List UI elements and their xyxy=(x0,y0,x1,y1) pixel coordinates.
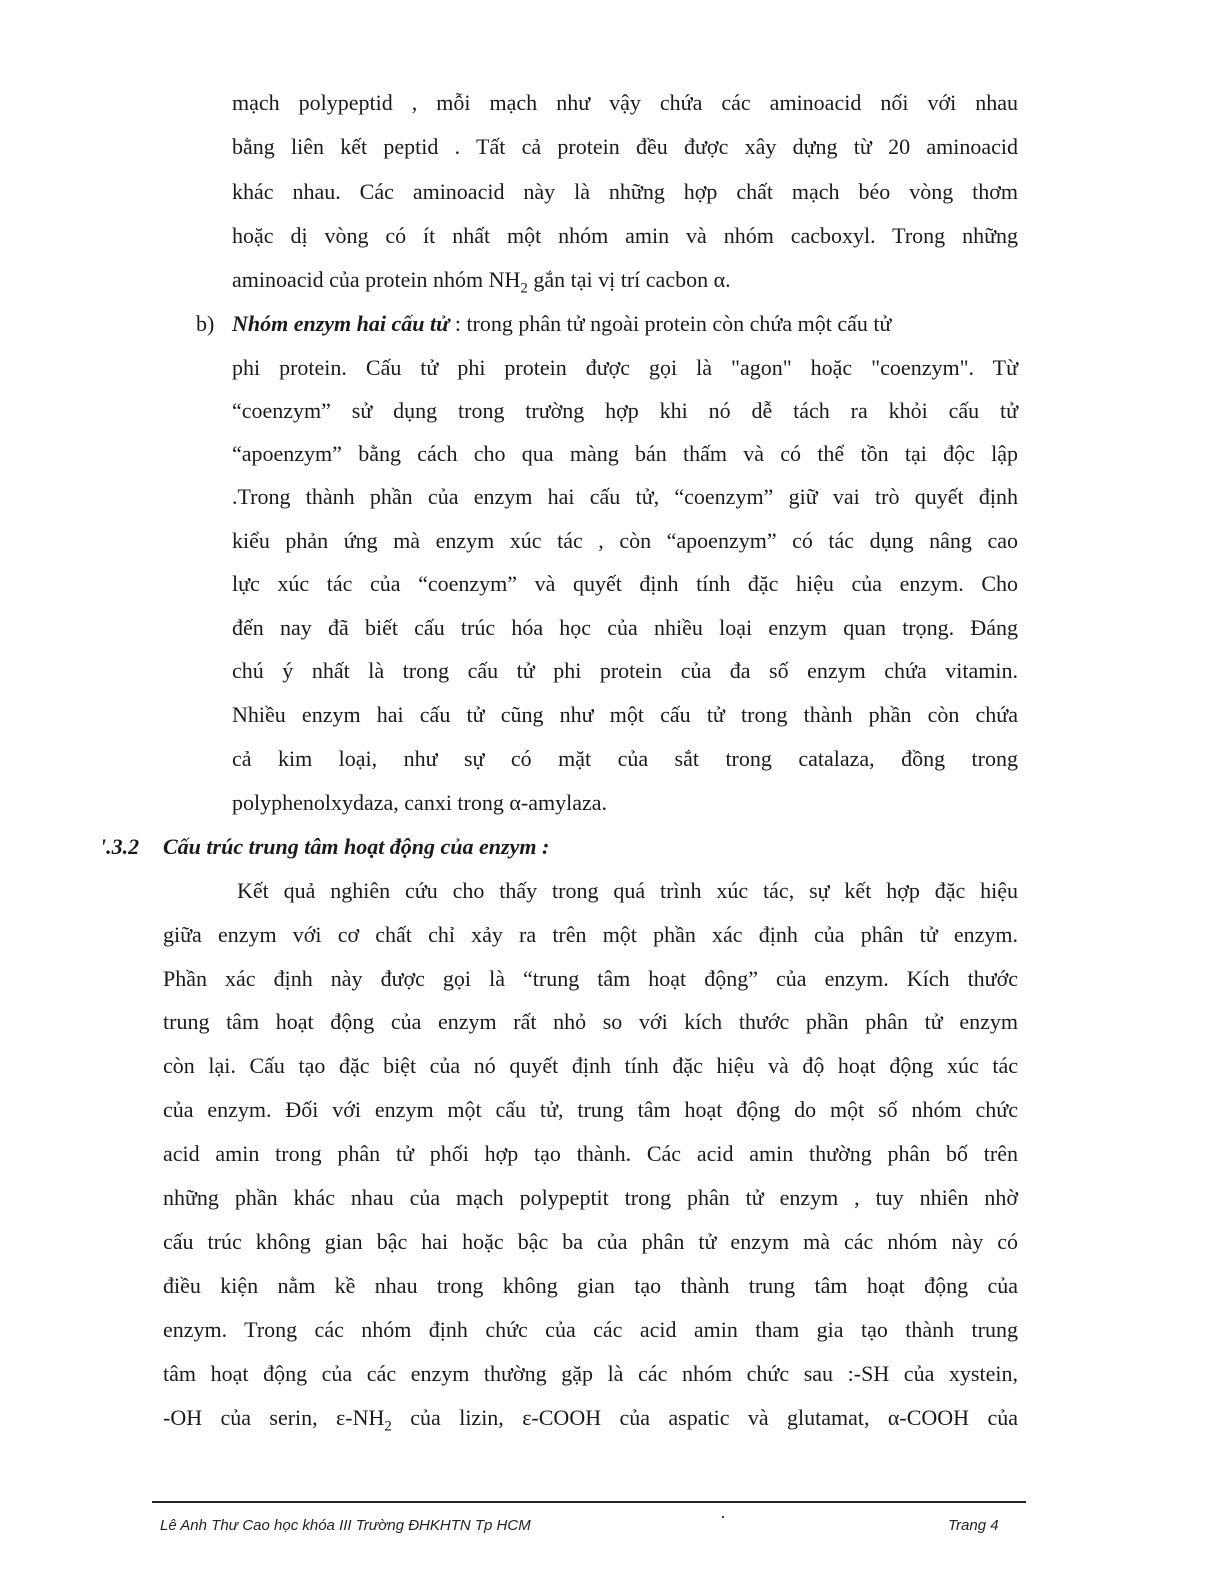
section-title: Cấu trúc trung tâm hoạt động của enzym : xyxy=(163,834,550,859)
para-c-last-before: -OH của serin, ε-NH xyxy=(163,1405,385,1430)
para-c-line: giữa enzym với cơ chất chỉ xảy ra trên một phần xác định của phân tử enzym. xyxy=(163,922,1018,947)
para-a-last-after: gắn tại vị trí cacbon α. xyxy=(527,267,731,292)
para-c-last-line xyxy=(163,1403,1018,1441)
para-c-line: của enzym. Đối với enzym một cấu tử, trung tâm hoạt động do một số nhóm chức xyxy=(163,1097,1018,1122)
para-b-line: lực xúc tác của “coenzym” và quyết định tính đặc hiệu của enzym. Cho xyxy=(232,571,1018,596)
scan-speck xyxy=(722,1516,724,1518)
para-b-line: cả kim loại, như sự có mặt của sắt trong catalaza, đồng trong xyxy=(232,746,1018,771)
para-c-line: những phần khác nhau của mạch polypeptit trong phân tử enzym , tuy nhiên nhờ xyxy=(163,1185,1018,1210)
para-b-line: đến nay đã biết cấu trúc hóa học của nhiều loại enzym quan trọng. Đáng xyxy=(232,615,1018,640)
para-b-line: “coenzym” sử dụng trong trường hợp khi nó dễ tách ra khỏi cấu tử xyxy=(232,398,1018,423)
footer-page-number: Trang 4 xyxy=(948,1517,999,1534)
para-b-first-line xyxy=(232,309,891,339)
footer-author: Lê Anh Thư Cao học khóa III Trường ĐHKHTN Tp HCM xyxy=(160,1517,531,1534)
para-b-label: b) xyxy=(196,311,215,336)
para-b-line: Nhiều enzym hai cấu tử cũng như một cấu tử trong thành phần còn chứa xyxy=(232,702,1018,727)
para-b-line: kiểu phản ứng mà enzym xúc tác , còn “apoenzym” có tác dụng nâng cao xyxy=(232,528,1018,553)
para-c-line: trung tâm hoạt động của enzym rất nhỏ so với kích thước phần phân tử enzym xyxy=(163,1009,1018,1034)
para-a-line: khác nhau. Các aminoacid này là những hợp chất mạch béo vòng thơm xyxy=(232,179,1018,204)
para-b-title: Nhóm enzym hai cấu tử xyxy=(232,311,450,336)
para-b-line: chú ý nhất là trong cấu tử phi protein của đa số enzym chứa vitamin. xyxy=(232,658,1018,683)
para-a-line: bằng liên kết peptid . Tất cả protein đều được xây dựng từ 20 aminoacid xyxy=(232,134,1018,159)
para-c-line: acid amin trong phân tử phối hợp tạo thành. Các acid amin thường phân bố trên xyxy=(163,1141,1018,1166)
para-a-line: mạch polypeptid , mỗi mạch như vậy chứa các aminoacid nối với nhau xyxy=(232,90,1018,115)
para-c-line: Kết quả nghiên cứu cho thấy trong quá trình xúc tác, sự kết hợp đặc hiệu xyxy=(237,878,1018,903)
para-c-line: còn lại. Cấu tạo đặc biệt của nó quyết định tính đặc hiệu và độ hoạt động xúc tác xyxy=(163,1053,1018,1078)
para-b-first-rest: : trong phân tử ngoài protein còn chứa một cấu tử xyxy=(449,311,892,336)
para-b-last-line: polyphenolxydaza, canxi trong α-amylaza. xyxy=(232,790,607,815)
para-a-last-line xyxy=(232,265,731,303)
para-a-subscript: 2 xyxy=(520,280,528,297)
section-number: '.3.2 xyxy=(100,834,140,859)
para-a-last-before: aminoacid của protein nhóm NH xyxy=(232,267,521,292)
para-c-line: điều kiện nằm kề nhau trong không gian tạo thành trung tâm hoạt động của xyxy=(163,1273,1018,1298)
para-b-line: “apoenzym” bằng cách cho qua màng bán thấm và có thể tồn tại độc lập xyxy=(232,441,1018,466)
para-c-line: enzym. Trong các nhóm định chức của các acid amin tham gia tạo thành trung xyxy=(163,1317,1018,1342)
para-b-line: .Trong thành phần của enzym hai cấu tử, “coenzym” giữ vai trò quyết định xyxy=(232,484,1018,509)
para-c-line: tâm hoạt động của các enzym thường gặp là các nhóm chức sau :-SH của xystein, xyxy=(163,1361,1018,1386)
para-b-line: phi protein. Cấu tử phi protein được gọi là "agon" hoặc "coenzym". Từ xyxy=(232,355,1018,380)
footer-rule xyxy=(152,1501,1026,1503)
para-c-subscript: 2 xyxy=(384,1418,392,1435)
para-a-line: hoặc dị vòng có ít nhất một nhóm amin và nhóm cacboxyl. Trong những xyxy=(232,223,1018,248)
para-c-line: cấu trúc không gian bậc hai hoặc bậc ba của phân tử enzym mà các nhóm này có xyxy=(163,1229,1018,1254)
para-c-last-after: của lizin, ε-COOH của aspatic và glutamat, α-COOH của xyxy=(391,1405,1018,1430)
para-c-line: Phần xác định này được gọi là “trung tâm hoạt động” của enzym. Kích thước xyxy=(163,966,1018,991)
